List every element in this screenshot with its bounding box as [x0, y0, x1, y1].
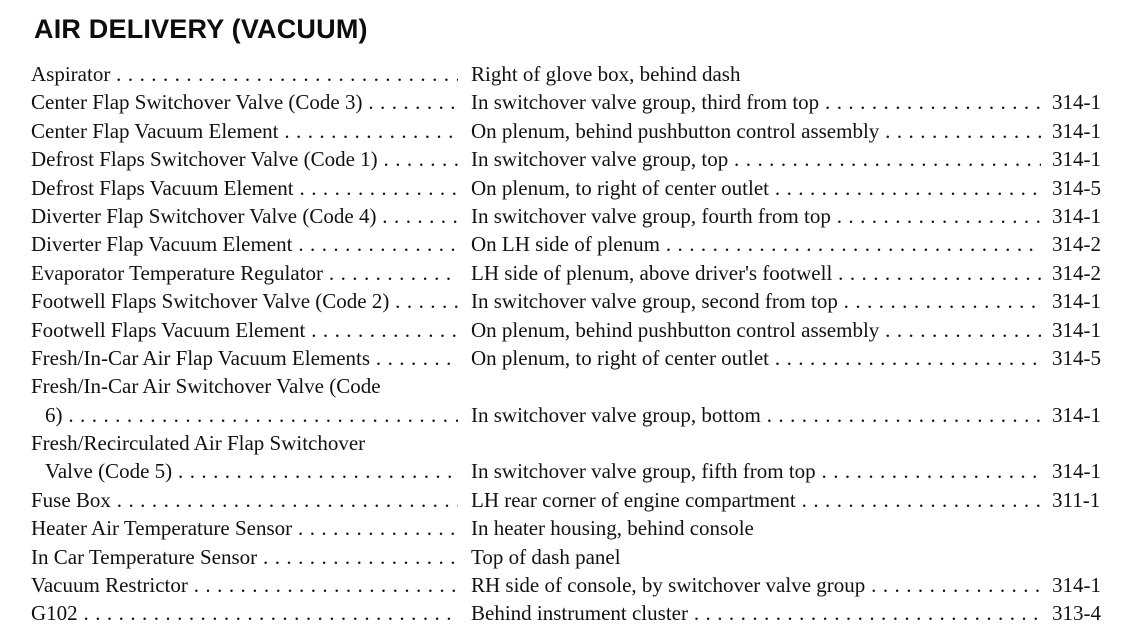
- list-item: [0, 543, 1136, 571]
- component-name: Heater Air Temperature Sensor . . .: [31, 514, 458, 542]
- component-name: Vacuum Restrictor . . .: [31, 571, 458, 599]
- component-location: In switchover valve group, second from top . . .: [471, 287, 1041, 315]
- component-name: Fresh/In-Car Air Switchover Valve (Code: [31, 374, 381, 399]
- component-location: LH rear corner of engine compartment . . .: [471, 486, 1041, 514]
- component-location: On plenum, to right of center outlet . . .: [471, 174, 1041, 202]
- figure-reference: 313-4: [1052, 601, 1101, 626]
- component-name-continued: 6) . . .: [31, 401, 458, 429]
- list-item: [0, 88, 1136, 116]
- list-item: [0, 372, 1136, 400]
- figure-reference: 314-1: [1052, 289, 1101, 314]
- component-location: LH side of plenum, above driver's footwell . . .: [471, 259, 1041, 287]
- component-name: Center Flap Switchover Valve (Code 3) . . .: [31, 88, 458, 116]
- component-location: In switchover valve group, fifth from top . . .: [471, 457, 1041, 485]
- figure-reference: 314-1: [1052, 147, 1101, 172]
- figure-reference: 314-2: [1052, 260, 1101, 285]
- figure-reference: 314-1: [1052, 118, 1101, 143]
- component-location: Behind instrument cluster . . .: [471, 599, 1041, 627]
- list-item: [0, 316, 1136, 344]
- component-location: On plenum, behind pushbutton control assembly . . .: [471, 316, 1041, 344]
- figure-reference: 314-5: [1052, 175, 1101, 200]
- component-name: Center Flap Vacuum Element . . .: [31, 117, 458, 145]
- component-name: Diverter Flap Vacuum Element . . .: [31, 230, 458, 258]
- list-item: [0, 514, 1136, 542]
- component-name: In Car Temperature Sensor . . .: [31, 543, 458, 571]
- component-location: In switchover valve group, bottom . . .: [471, 401, 1041, 429]
- figure-reference: 314-1: [1052, 459, 1101, 484]
- figure-reference: 314-5: [1052, 345, 1101, 370]
- list-item: [0, 202, 1136, 230]
- component-location: In heater housing, behind console: [471, 516, 754, 541]
- component-location: In switchover valve group, third from top . . .: [471, 88, 1041, 116]
- list-item: [0, 486, 1136, 514]
- component-location: On plenum, to right of center outlet . . .: [471, 344, 1041, 372]
- list-item: [0, 599, 1136, 627]
- component-name: Fresh/In-Car Air Flap Vacuum Elements . . .: [31, 344, 458, 372]
- section-title: AIR DELIVERY (VACUUM): [34, 14, 368, 44]
- figure-reference: 314-1: [1052, 573, 1101, 598]
- figure-reference: 314-1: [1052, 317, 1101, 342]
- component-location-list: [0, 60, 1136, 628]
- list-item: [0, 174, 1136, 202]
- figure-reference: 314-1: [1052, 90, 1101, 115]
- component-name: Aspirator . . .: [31, 60, 458, 88]
- list-item: [0, 230, 1136, 258]
- figure-reference: 314-1: [1052, 402, 1101, 427]
- list-item: [0, 287, 1136, 315]
- component-location: On plenum, behind pushbutton control assembly . . .: [471, 117, 1041, 145]
- figure-reference: 314-1: [1052, 203, 1101, 228]
- component-location: In switchover valve group, top . . .: [471, 145, 1041, 173]
- list-item-continuation: [0, 457, 1136, 485]
- component-location: Right of glove box, behind dash: [471, 62, 741, 86]
- component-location: Top of dash panel: [471, 544, 621, 569]
- component-name: Fuse Box . . .: [31, 486, 458, 514]
- list-item-continuation: [0, 401, 1136, 429]
- component-name: Defrost Flaps Vacuum Element . . .: [31, 174, 458, 202]
- component-location: On LH side of plenum . . .: [471, 230, 1041, 258]
- list-item: [0, 344, 1136, 372]
- component-name: G102 . . .: [31, 599, 458, 627]
- component-name: Defrost Flaps Switchover Valve (Code 1) . . .: [31, 145, 458, 173]
- component-location: RH side of console, by switchover valve group . . .: [471, 571, 1041, 599]
- component-location: In switchover valve group, fourth from top . . .: [471, 202, 1041, 230]
- component-name: Diverter Flap Switchover Valve (Code 4) . . .: [31, 202, 458, 230]
- component-name: Evaporator Temperature Regulator . . .: [31, 259, 458, 287]
- component-name: Fresh/Recirculated Air Flap Switchover: [31, 431, 366, 456]
- figure-reference: 311-1: [1052, 487, 1101, 512]
- component-name-continued: Valve (Code 5) . . .: [31, 457, 458, 485]
- list-item: [0, 571, 1136, 599]
- list-item: [0, 259, 1136, 287]
- list-item: [0, 60, 1136, 88]
- component-name: Footwell Flaps Vacuum Element . . .: [31, 316, 458, 344]
- list-item: [0, 145, 1136, 173]
- list-item: [0, 117, 1136, 145]
- list-item: [0, 429, 1136, 457]
- component-name: Footwell Flaps Switchover Valve (Code 2) . . .: [31, 287, 458, 315]
- figure-reference: 314-2: [1052, 232, 1101, 257]
